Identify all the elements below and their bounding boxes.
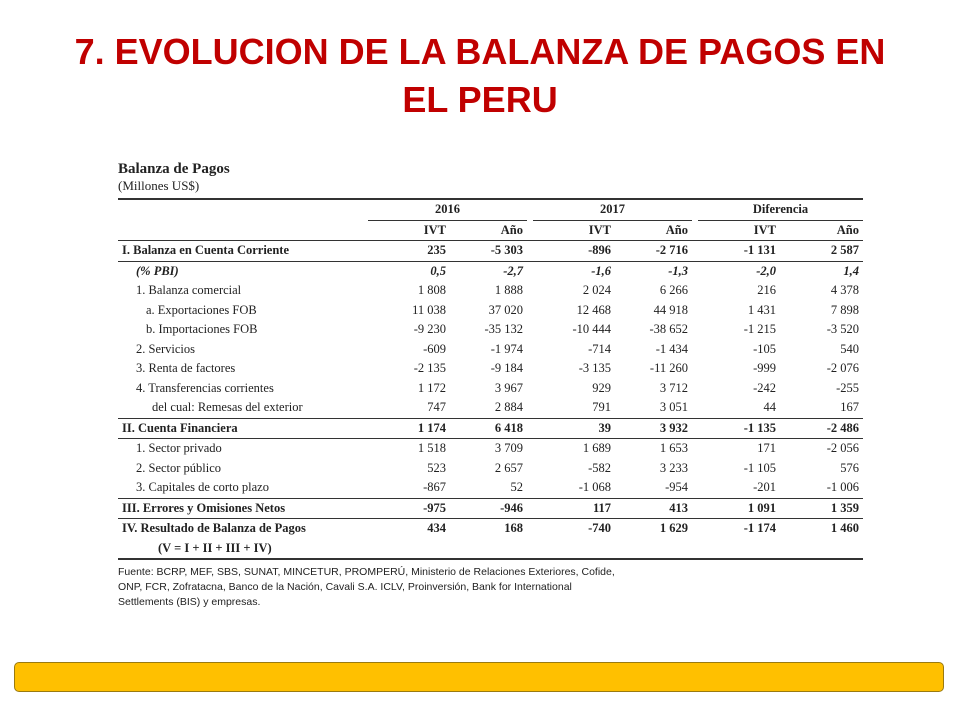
table-cell: -2 056 — [826, 441, 859, 456]
table-row — [118, 241, 863, 262]
table-cell — [615, 539, 692, 560]
row-label: 2. Sector público — [136, 460, 222, 475]
table-cell: 2 587 — [780, 241, 863, 262]
group-header-2017: 2017 — [533, 199, 692, 220]
table-cell: -2,7 — [503, 263, 523, 278]
table-cell: -1,3 — [668, 263, 688, 278]
table-cell: 413 — [615, 498, 692, 519]
source-line: ONP, FCR, Zofratacna, Banco de la Nación, Cavali S.A. ICLV, Proinversión, Bank for International — [118, 581, 572, 593]
table-cell: -10 444 — [572, 322, 611, 337]
table-cell — [368, 539, 450, 560]
table-cell: 39 — [533, 418, 615, 439]
table-cell: 929 — [592, 380, 611, 395]
table-row — [118, 301, 863, 321]
table-cell: 6 418 — [450, 418, 527, 439]
table-body — [118, 241, 863, 560]
table-cell: -1 131 — [698, 241, 780, 262]
table-cell: 12 468 — [576, 302, 611, 317]
table-cell: -2,0 — [756, 263, 776, 278]
table-cell: 7 898 — [830, 302, 859, 317]
table-cell: 1 431 — [747, 302, 776, 317]
table-cell: 52 — [510, 480, 523, 495]
table-cell: -1 215 — [743, 322, 776, 337]
table-cell: -255 — [836, 380, 859, 395]
table-cell: -105 — [753, 341, 776, 356]
table-cell: 3 709 — [494, 441, 523, 456]
table-cell: -9 230 — [413, 322, 446, 337]
table-row — [118, 340, 863, 360]
table-cell: -3 520 — [826, 322, 859, 337]
table-cell: 6 266 — [659, 283, 688, 298]
table-cell: 576 — [840, 460, 859, 475]
table-cell: 216 — [757, 283, 776, 298]
row-label: I. Balanza en Cuenta Corriente — [118, 241, 368, 262]
table-cell: -5 303 — [450, 241, 527, 262]
table-cell: 1 172 — [417, 380, 446, 395]
table-cell: 1 174 — [368, 418, 450, 439]
group-header-diferencia: Diferencia — [698, 199, 863, 220]
row-label: 2. Servicios — [136, 341, 196, 356]
table-cell: 540 — [840, 341, 859, 356]
row-label: 1. Sector privado — [136, 441, 222, 456]
table-cell: -1,6 — [591, 263, 611, 278]
table-cell: 235 — [368, 241, 450, 262]
footer-bar — [14, 662, 944, 692]
source-line: Fuente: BCRP, MEF, SBS, SUNAT, MINCETUR, PROMPERÚ, Ministerio de Relaciones Exteriores, Cofide, — [118, 566, 615, 578]
column-header: IVT — [368, 220, 450, 241]
table-cell: 3 967 — [494, 380, 523, 395]
slide-title-line2: EL PERU — [402, 79, 558, 120]
column-header: Año — [780, 220, 863, 241]
table-row — [118, 379, 863, 399]
table-cell: 171 — [757, 441, 776, 456]
table-row — [118, 519, 863, 539]
table-cell — [698, 539, 780, 560]
table-cell: -9 184 — [490, 361, 523, 376]
group-header-row — [118, 199, 863, 220]
table-cell: -1 974 — [490, 341, 523, 356]
table-cell: 1 808 — [417, 283, 446, 298]
table-cell: 747 — [427, 400, 446, 415]
row-label: 3. Capitales de corto plazo — [136, 480, 269, 495]
table-cell: 3 712 — [659, 380, 688, 395]
table-cell: -1 068 — [578, 480, 611, 495]
table-cell: 1 689 — [582, 441, 611, 456]
table-cell: 44 — [763, 400, 776, 415]
table-row — [118, 281, 863, 301]
table-row — [118, 498, 863, 519]
table-cell: 11 038 — [412, 302, 446, 317]
table-cell: 1 888 — [494, 283, 523, 298]
row-label: 4. Transferencias corrientes — [136, 380, 274, 395]
table-cell: -896 — [533, 241, 615, 262]
table-cell: -975 — [368, 498, 450, 519]
slide-title-line1: 7. EVOLUCION DE LA BALANZA DE PAGOS EN — [74, 31, 886, 72]
table-cell: 4 378 — [830, 283, 859, 298]
table-row — [118, 459, 863, 479]
source-note — [118, 565, 718, 610]
table-cell: -582 — [588, 460, 611, 475]
row-label: (V = I + II + III + IV) — [118, 539, 368, 560]
table-cell: 1,4 — [843, 263, 859, 278]
table-cell: -714 — [588, 341, 611, 356]
table-row — [118, 478, 863, 498]
table-cell: -2 716 — [615, 241, 692, 262]
table-cell: 791 — [592, 400, 611, 415]
table-cell: -946 — [450, 498, 527, 519]
table-cell: -35 132 — [484, 322, 523, 337]
table-cell: -1 174 — [743, 521, 776, 536]
row-label: IV. Resultado de Balanza de Pagos — [122, 521, 306, 536]
column-header: Año — [615, 220, 692, 241]
column-header: IVT — [698, 220, 780, 241]
table-cell: 2 024 — [582, 283, 611, 298]
table-cell: 1 629 — [659, 521, 688, 536]
table-cell: -2 486 — [780, 418, 863, 439]
group-header-2016: 2016 — [368, 199, 527, 220]
table-cell: 2 657 — [494, 460, 523, 475]
table-cell: 523 — [427, 460, 446, 475]
table-cell: -1 434 — [655, 341, 688, 356]
source-line: Settlements (BIS) y empresas. — [118, 596, 261, 608]
row-label: (% PBI) — [136, 263, 179, 278]
table-cell: -242 — [753, 380, 776, 395]
table-cell: -1 135 — [698, 418, 780, 439]
table-cell: -740 — [588, 521, 611, 536]
balance-of-payments-table — [118, 198, 863, 560]
row-label: 3. Renta de factores — [136, 361, 236, 376]
table-cell: -1 105 — [743, 460, 776, 475]
table-cell: 2 884 — [494, 400, 523, 415]
slide-title — [40, 28, 920, 124]
table-cell: -11 260 — [649, 361, 688, 376]
table-cell: 1 460 — [830, 521, 859, 536]
table-cell: -3 135 — [578, 361, 611, 376]
column-header: Año — [450, 220, 527, 241]
table-cell: 37 020 — [488, 302, 523, 317]
table-cell: -954 — [665, 480, 688, 495]
table-row — [118, 439, 863, 459]
row-label: II. Cuenta Financiera — [118, 418, 368, 439]
table-cell: 3 051 — [659, 400, 688, 415]
row-label: b. Importaciones FOB — [146, 322, 258, 337]
table-cell: -867 — [423, 480, 446, 495]
table-cell: 0,5 — [430, 263, 446, 278]
table-cell: -38 652 — [649, 322, 688, 337]
row-label: 1. Balanza comercial — [136, 283, 242, 298]
table-cell: 3 233 — [659, 460, 688, 475]
table-heading: Balanza de Pagos — [118, 161, 230, 177]
table-cell: -2 135 — [413, 361, 446, 376]
row-label: a. Exportaciones FOB — [146, 302, 257, 317]
table-cell: 434 — [427, 521, 446, 536]
row-label: III. Errores y Omisiones Netos — [118, 498, 368, 519]
table-row — [118, 398, 863, 418]
table-row — [118, 418, 863, 439]
table-cell: -201 — [753, 480, 776, 495]
table-cell: 167 — [840, 400, 859, 415]
table-cell: 44 918 — [653, 302, 688, 317]
table-cell: 1 359 — [780, 498, 863, 519]
table-cell: 168 — [504, 521, 523, 536]
table-cell: -2 076 — [826, 361, 859, 376]
table-row — [118, 261, 863, 281]
table-cell — [780, 539, 863, 560]
balance-of-payments-table-block — [118, 160, 863, 610]
table-units: (Millones US$) — [118, 178, 200, 193]
table-cell: 3 932 — [615, 418, 692, 439]
table-row — [118, 320, 863, 340]
table-cell: 1 091 — [698, 498, 780, 519]
table-cell — [533, 539, 615, 560]
table-cell: -609 — [423, 341, 446, 356]
table-cell: 1 518 — [417, 441, 446, 456]
table-cell: -1 006 — [826, 480, 859, 495]
table-cell — [450, 539, 527, 560]
table-cell: 1 653 — [659, 441, 688, 456]
table-row — [118, 539, 863, 560]
table-cell: -999 — [753, 361, 776, 376]
table-cell: 117 — [533, 498, 615, 519]
column-header: IVT — [533, 220, 615, 241]
row-label: del cual: Remesas del exterior — [152, 400, 303, 415]
sub-header-row — [118, 220, 863, 241]
table-row — [118, 359, 863, 379]
